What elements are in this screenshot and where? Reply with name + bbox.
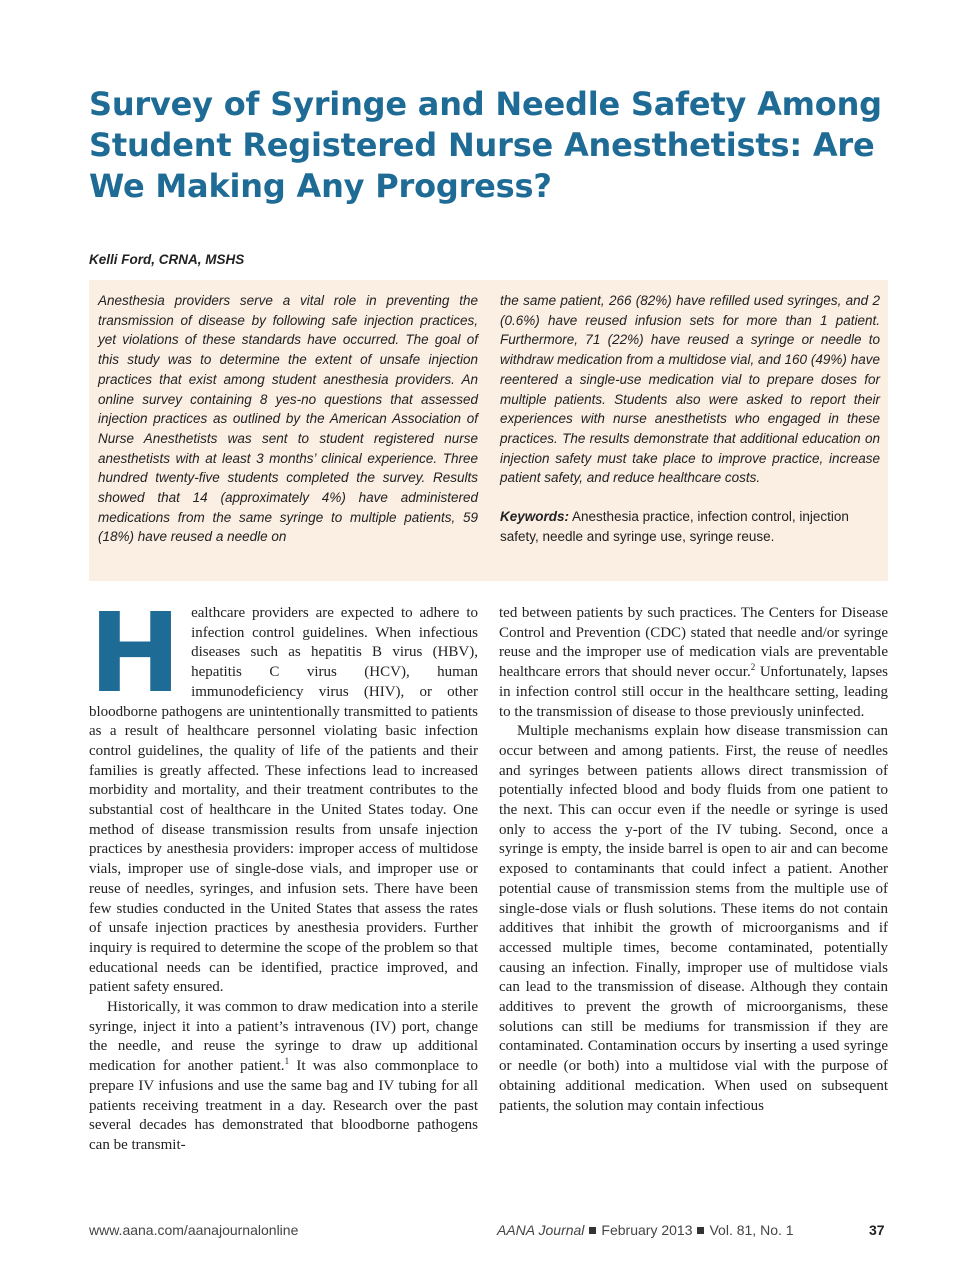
- abstract-left-column: Anesthesia providers serve a vital role in preventing the transmission of disease by following safe injection practices, yet violations of these standards have occurred. The goal of this study was to determine the extent of unsafe injection practices that exist among student anesthesia providers. An online survey containing 8 yes-no questions that assessed injection practices as outlined by the American Association of Nurse Anesthetists was sent to student registered nurse anesthetists with at least 3 months’ clinical experience. Three hundred twenty-five students completed the survey. Results showed that 14 (approximately 4%) have administered medications from the same syringe to multiple patients, 59 (18%) have reused a needle on: [98, 293, 478, 545]
- abstract-box: [89, 280, 888, 581]
- footer-journal-info: [497, 1222, 794, 1238]
- square-bullet-icon: [589, 1227, 596, 1234]
- page-number: 37: [869, 1222, 885, 1238]
- body-paragraph-3-text-a: ted between patients by such practices. The Centers for Disease Control and Prevention (CDC) stated that needle and/or syringe reuse and the improper use of medication vials are preventable healthcare errors that should never occur.: [499, 605, 888, 681]
- footer-url-link[interactable]: www.aana.com/aanajournalonline: [89, 1222, 299, 1238]
- abstract-right-text: the same patient, 266 (82%) have refilled used syringes, and 2 (0.6%) have reused infusion sets for more than 1 patient. Furthermore, 71 (22%) have reused a syringe or needle to withdraw medication from a multidose vial, and 160 (49%) have reentered a single-use medication vial to prepare doses for multiple patients. Students also were asked to report their experiences with nurse anesthetists who engaged in these practices. The results demonstrate that additional education on injection safety must take place to improve practice, increase patient safety, and reduce healthcare costs.: [500, 293, 880, 486]
- body-paragraph-3-text-b: Unfortunately, lapses in infection control still occur in the healthcare setting, leading to the transmission of disease to those previously uninfected.: [499, 664, 889, 720]
- keywords-text: Anesthesia practice, infection control, injection safety, needle and syringe use, syringe reuse.: [500, 509, 849, 544]
- keywords-label: Keywords:: [500, 509, 570, 525]
- reference-1: 1: [284, 1056, 290, 1067]
- journal-name: AANA Journal: [497, 1222, 585, 1238]
- body-paragraph-4: Multiple mechanisms explain how disease transmission can occur between and among patients. First, the reuse of needles and syringes between patients allows direct transmission of potentially infected blood and body fluids from one patient to the next. This can occur even if the needle or syringe is used only to access the y-port of the IV tubing. Second, once a syringe is empty, the inside barrel is open to air and can become exposed to contaminants that could infect a patient. Another potential cause of transmission stems from the multiple use of single-dose vials or flush solutions. These items do not contain additives that inhibit the growth of microorganisms and if accessed multiple times, become contaminated, potentially causing an infection. Finally, improper use of multidose vials can lead to the transmission of disease. Although they contain additives to prevent the growth of microorganisms, these solutions can still be mediums for transmission if they are contaminated. Contamination occurs by inserting a used syringe or needle (or both) into a multidose vial with the purpose of obtaining additional medication. When used on subsequent patients, the solution may contain infectious: [499, 723, 888, 1114]
- keywords: [500, 507, 880, 546]
- reference-2: 2: [750, 662, 756, 673]
- body-left-column: [89, 589, 478, 1156]
- body-paragraph-1-text: ealthcare providers are expected to adhere to infection control guidelines. When infectious diseases such as hepatitis B virus (HBV), hepatitis C virus (HCV), human immunodeficiency virus (HIV), or other bloodborne pathogens are unintentionally transmitted to patients as a result of healthcare personnel violating basic infection control guidelines, the quality of life of the patients and their families is greatly affected. These infections lead to increased morbidity and mortality, and their treatment contributes to the substantial cost of healthcare in the United States today. One method of disease transmission results from unsafe injection practices by anesthesia providers: improper access of multidose vials, improper use of single-dose vials, and improper use or reuse of needles, syringes, and infusion sets. There have been few studies conducted in the United States that assess the rates of unsafe injection practices by anesthesia providers. Further inquiry is required to determine the scope of the problem so that educational needs can be identified, practice improved, and patient safety ensured.: [89, 605, 478, 996]
- body-paragraph-2: [89, 998, 478, 1156]
- issue-volume: Vol. 81, No. 1: [709, 1222, 794, 1238]
- body-paragraph-1: [89, 589, 478, 998]
- body-paragraph-2-text-a: Historically, it was common to draw medication into a sterile syringe, inject it into a patient’s intravenous (IV) port, change the needle, and reuse the syringe to draw up additional medication for another patient.: [89, 999, 478, 1075]
- body-paragraph-2-text-b: It was also commonplace to prepare IV infusions and use the same bag and IV tubing for all patients receiving treatment in a day. Research over the past several decades has demonstrated that bloodborne pathogens can be transmit-: [89, 1058, 478, 1153]
- body-paragraph-3: [499, 604, 888, 722]
- body-right-column: [499, 604, 888, 1116]
- article-title: Survey of Syringe and Needle Safety Among Student Registered Nurse Anesthetists: Are We Making Any Progress?: [89, 85, 882, 205]
- author-byline: Kelli Ford, CRNA, MSHS: [89, 252, 245, 267]
- drop-cap: H: [89, 589, 182, 717]
- square-bullet-icon: [697, 1227, 704, 1234]
- abstract-right-column: [500, 291, 880, 546]
- issue-date: February 2013: [601, 1222, 693, 1238]
